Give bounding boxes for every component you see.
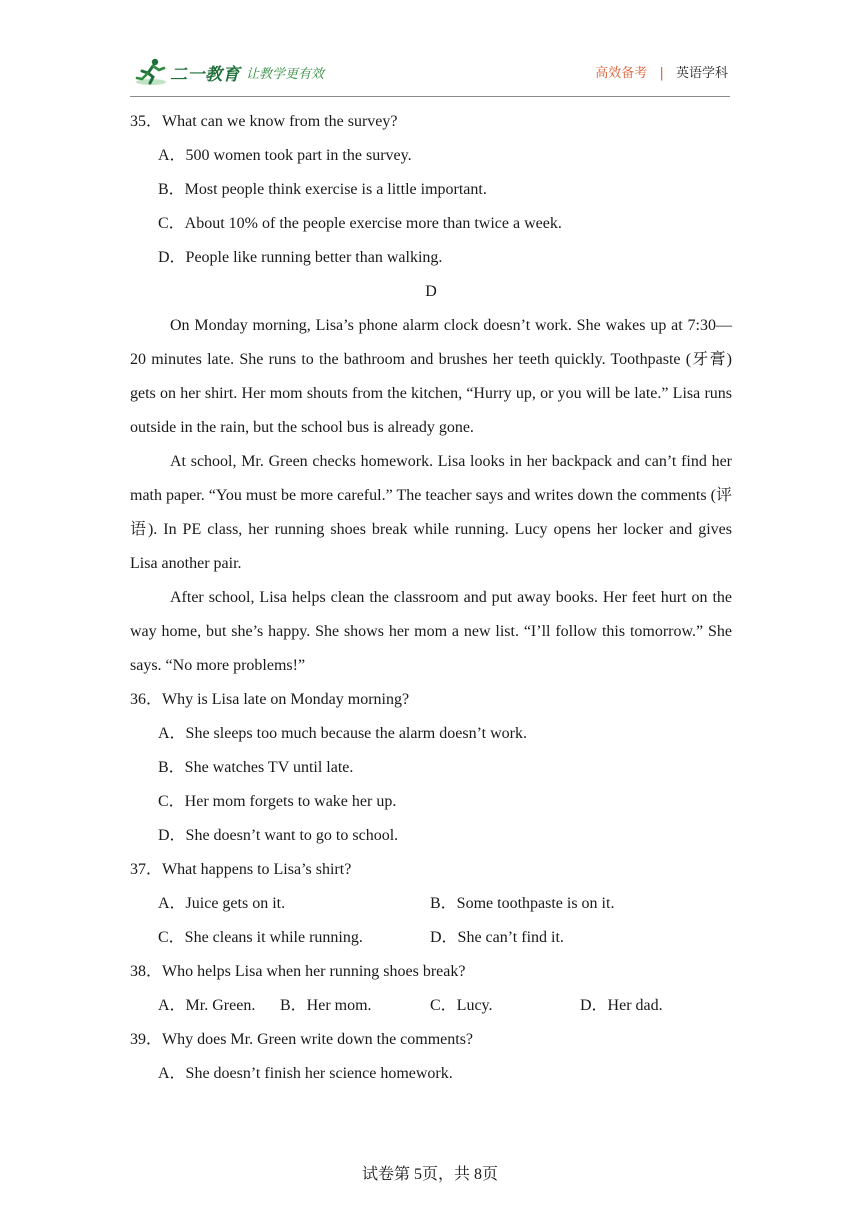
q37-option-d: D．She can’t find it. [430, 929, 564, 946]
question-35: 35．What can we know from the survey? [130, 113, 398, 130]
q38-option-a: A．Mr. Green. [158, 997, 256, 1014]
header-separator: | [659, 66, 664, 81]
q38-option-d: D．Her dad. [580, 997, 663, 1014]
q36-option-b: B．She watches TV until late. [158, 759, 354, 776]
logo [134, 56, 324, 88]
q37-options-row-2 [130, 921, 732, 955]
q35-option-b: B．Most people think exercise is a little important. [158, 181, 487, 198]
passage-paragraph: After school, Lisa helps clean the classroom and put away books. Her feet hurt on the way home, but she’s happy. She shows her mom a new list. “I’ll follow this tomorrow.” She says. “No more problems!” [130, 589, 732, 674]
q35-option-a: A．500 women took part in the survey. [158, 147, 412, 164]
q36-option-a: A．She sleeps too much because the alarm doesn’t work. [158, 725, 527, 742]
page-header [130, 52, 730, 97]
q35-option-c: C．About 10% of the people exercise more than twice a week. [158, 215, 562, 232]
question-36: 36．Why is Lisa late on Monday morning? [130, 691, 410, 708]
tag-subject: 英语学科 [675, 66, 728, 81]
q36-option-c: C．Her mom forgets to wake her up. [158, 793, 397, 810]
question-38: 38．Who helps Lisa when her running shoes break? [130, 963, 466, 980]
q38-option-b: B．Her mom. [280, 997, 372, 1014]
header-tags [595, 62, 728, 81]
q36-option-d: D．She doesn’t want to go to school. [158, 827, 399, 844]
question-37: 37．What happens to Lisa’s shirt? [130, 861, 352, 878]
passage-paragraph: At school, Mr. Green checks homework. Lisa looks in her backpack and can’t find her math paper. “You must be more careful.” The teacher says and writes down the comments (评语). In PE class, her running shoes break while running. Lucy opens her locker and gives Lisa another pair. [130, 453, 732, 572]
running-figure-icon [134, 57, 168, 87]
q38-options-row [130, 989, 732, 1023]
q37-option-b: B．Some toothpaste is on it. [430, 895, 615, 912]
question-39: 39．Why does Mr. Green write down the comments? [130, 1031, 474, 1048]
tag-exam-prep: 高效备考 [595, 66, 648, 81]
page-number: 试卷第 5页，共 8页 [361, 1166, 498, 1183]
q38-option-c: C．Lucy. [430, 997, 493, 1014]
q37-options-row-1 [130, 887, 732, 921]
reading-passage [130, 309, 732, 683]
q37-option-c: C．She cleans it while running. [158, 929, 363, 946]
page-content [130, 105, 732, 1091]
passage-paragraph: On Monday morning, Lisa’s phone alarm clock doesn’t work. She wakes up at 7:30—20 minutes late. She runs to the bathroom and brushes her teeth quickly. Toothpaste (牙膏) gets on her shirt. Her mom shouts from the kitchen, “Hurry up, or you will be late.” Lisa runs outside in the rain, but the school bus is already gone. [130, 317, 732, 436]
brand-name: 二一教育 [170, 64, 240, 85]
q37-option-a: A．Juice gets on it. [158, 895, 286, 912]
q35-option-d: D．People like running better than walking. [158, 249, 443, 266]
section-title: D [425, 283, 437, 300]
brand-slogan: 让教学更有效 [246, 66, 325, 82]
q39-option-a: A．She doesn’t finish her science homework. [158, 1065, 453, 1082]
